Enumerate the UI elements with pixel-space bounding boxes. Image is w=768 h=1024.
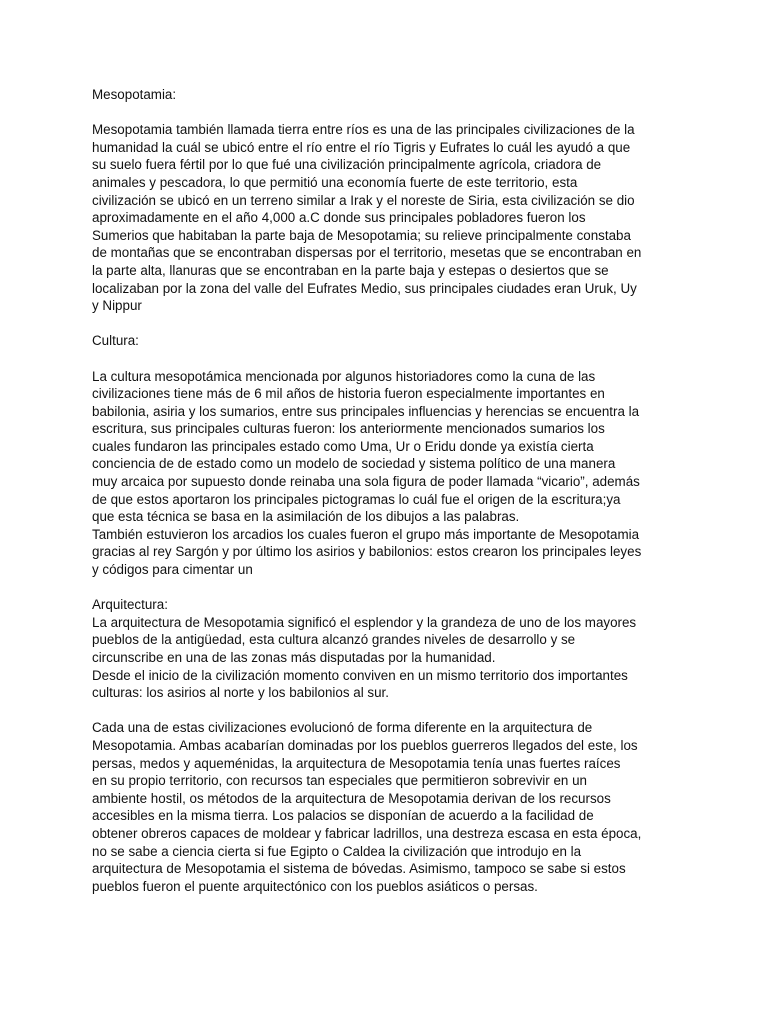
- text-line: y Nippur: [92, 298, 142, 314]
- text-line: ambiente hostil, os métodos de la arquitectura de Mesopotamia derivan de los recursos: [92, 790, 611, 806]
- heading-cultura: Cultura:: [92, 333, 139, 349]
- paragraph-gap: [92, 104, 708, 122]
- text-line: su suelo fuera fértil por lo que fué una civilización principalmente agrícola, criadora de: [92, 157, 602, 173]
- paragraph-gap: [92, 315, 708, 333]
- text-line: obtener obreros capaces de moldear y fabricar ladrillos, una destreza escasa en esta época,: [92, 825, 642, 841]
- text-line: También estuvieron los arcadios los cuales fueron el grupo más importante de Mesopotamia: [92, 526, 640, 542]
- text-line: babilonia, asiria y los sumarios, entre sus principales influencias y herencias se encuentra la: [92, 403, 640, 419]
- text-line: pueblos fueron el puente arquitectónico con los pueblos asiáticos o persas.: [92, 878, 538, 894]
- text-line: civilizaciones tiene más de 6 mil años de historia fueron especialmente importantes en: [92, 386, 605, 402]
- text-line: escritura, sus principales culturas fueron: los anteriormente mencionados sumarios los: [92, 421, 605, 437]
- text-line: en su propio territorio, con recursos tan especiales que permitieron sobrevivir en un: [92, 773, 587, 789]
- text-line: humanidad la cuál se ubicó entre el río entre el río Tigris y Eufrates lo cuál les ayudó a que: [92, 139, 631, 155]
- text-line: arquitectura de Mesopotamia el sistema de bóvedas. Asimismo, tampoco se sabe si estos: [92, 861, 626, 877]
- paragraph-civilizaciones: [92, 719, 708, 895]
- text-line: circunscribe en una de las zonas más disputadas por la humanidad.: [92, 650, 496, 665]
- text-line: Mesopotamia también llamada tierra entre ríos es una de las principales civilizaciones de la: [92, 122, 635, 138]
- paragraph-gap: [92, 350, 708, 368]
- text-line: conciencia de de estado como un modelo de sociedad y sistema político de una manera: [92, 456, 616, 472]
- text-line: La cultura mesopotámica mencionada por algunos historiadores como la cuna de las: [92, 368, 596, 384]
- text-line: gracias al rey Sargón y por último los asirios y babilonios: estos crearon los principales leyes: [92, 544, 642, 560]
- text-line: y códigos para cimentar un: [92, 562, 253, 578]
- paragraph-cultura: [92, 368, 708, 579]
- text-line: Cada una de estas civilizaciones evolucionó de forma diferente en la arquitectura de: [92, 720, 593, 736]
- text-line: de montañas que se encontraban dispersas por el territorio, mesetas que se encontraban en: [92, 245, 642, 261]
- text-line: persas, medos y aqueménidas, la arquitectura de Mesopotamia tenía unas fuertes raíces: [92, 755, 621, 771]
- text-line: la parte alta, llanuras que se encontraban en la parte baja y estepas o desiertos que se: [92, 262, 609, 278]
- text-line: pueblos de la antigüedad, esta cultura alcanzó grandes niveles de desarrollo y se: [92, 632, 576, 648]
- text-line: muy arcaica por supuesto donde reinaba una sola figura de poder llamada “vicario”, además: [92, 474, 640, 490]
- paragraph-mesopotamia: [92, 121, 708, 315]
- text-line: Mesopotamia. Ambas acabarían dominadas por los pueblos guerreros llegados del este, los: [92, 737, 638, 753]
- text-line: accesibles en la misma tierra. Los palacios se disponían de acuerdo a la facilidad de: [92, 808, 594, 824]
- text-line: La arquitectura de Mesopotamia significó el esplendor y la grandeza de uno de los mayores: [92, 614, 637, 630]
- text-line: de que estos aportaron los principales pictogramas lo cuál fue el origen de la escritura;ya: [92, 491, 621, 507]
- text-line: Sumerios que habitaban la parte baja de Mesopotamia; su relieve principalmente constaba: [92, 227, 631, 243]
- text-line: cuales fundaron las principales estado como Uma, Ur o Eridu donde ya existía cierta: [92, 438, 594, 454]
- heading-mesopotamia: Mesopotamia:: [92, 87, 177, 102]
- paragraph-gap: [92, 579, 708, 597]
- text-line: localizaban por la zona del valle del Eufrates Medio, sus principales ciudades eran Uruk, Uy: [92, 280, 637, 296]
- text-line: aproximadamente en el año 4,000 a.C donde sus principales pobladores fueron los: [92, 210, 586, 226]
- heading-arquitectura: Arquitectura:: [92, 597, 168, 613]
- text-line: culturas: los asirios al norte y los babilonios al sur.: [92, 685, 389, 701]
- text-line: no se sabe a ciencia cierta si fue Egipto o Caldea la civilización que introdujo en la: [92, 843, 582, 859]
- paragraph-gap: [92, 702, 708, 720]
- text-line: Desde el inicio de la civilización momento conviven en un mismo territorio dos importantes: [92, 667, 628, 683]
- text-line: animales y pescadora, lo que permitió una economía fuerte de este territorio, esta: [92, 174, 578, 190]
- text-line: civilización se ubicó en un terreno similar a Irak y el noreste de Siria, esta civilización se dio: [92, 192, 635, 208]
- paragraph-arquitectura: [92, 614, 708, 702]
- text-line: que esta técnica se basa en la asimilación de los dibujos a las palabras.: [92, 509, 520, 525]
